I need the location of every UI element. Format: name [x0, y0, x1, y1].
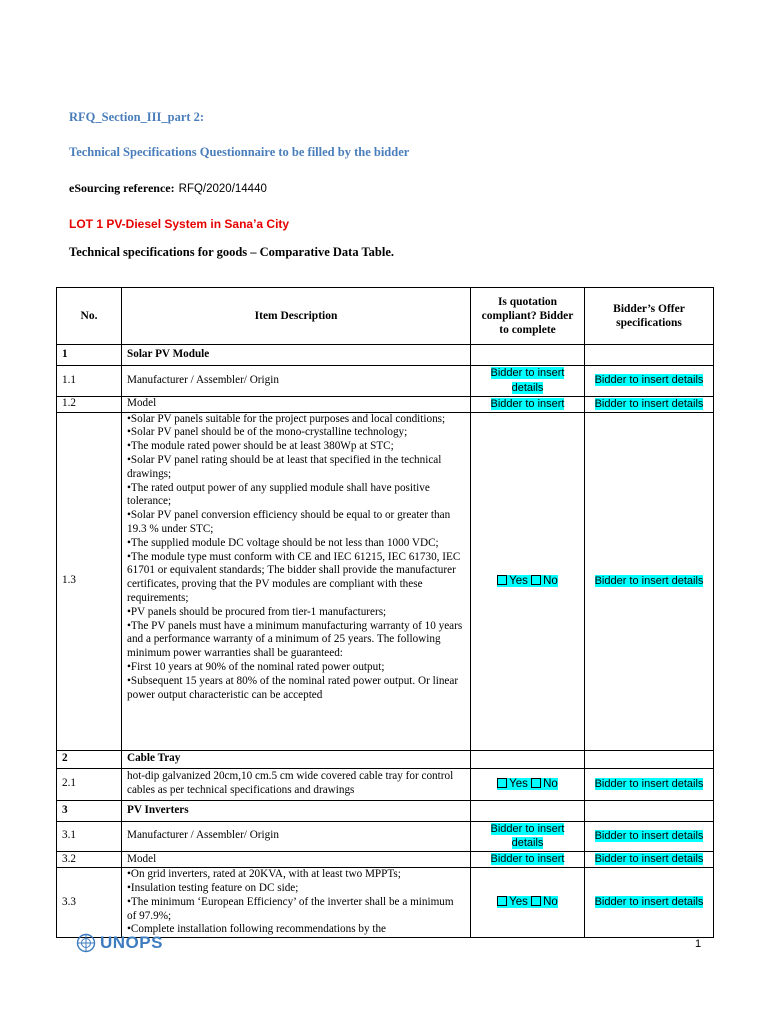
lot-title: LOT 1 PV-Diesel System in Sana’a City — [69, 217, 290, 231]
unops-logo — [76, 933, 163, 953]
row-number: 2 — [57, 750, 122, 768]
bidder-placeholder: Bidder to insert details — [594, 374, 704, 387]
no-checkbox[interactable] — [531, 896, 541, 906]
no-label: No — [543, 574, 558, 587]
bidder-placeholder: Bidder to insert details — [594, 777, 704, 790]
offer-cell[interactable] — [585, 852, 714, 868]
esourcing-label: eSourcing reference: — [69, 181, 175, 195]
compliance-cell — [471, 768, 585, 800]
esourcing-reference — [69, 181, 267, 196]
empty-cell — [471, 345, 585, 366]
section-title: Cable Tray — [122, 750, 471, 768]
row-number: 3.3 — [57, 868, 122, 938]
item-description: Model — [122, 396, 471, 412]
no-checkbox[interactable] — [531, 575, 541, 585]
no-checkbox[interactable] — [531, 778, 541, 788]
spec-line: •The module type must conform with CE and IEC 61215, IEC 61730, IEC 61701 or equivalent standards; The bidder shall provide the manufacturer certificates, proving that the PV modules are compliant with these requirements; — [127, 550, 461, 604]
table-row — [57, 412, 714, 750]
compliance-cell[interactable] — [471, 821, 585, 852]
row-number: 2.1 — [57, 768, 122, 800]
section-row — [57, 345, 714, 366]
row-number: 1.1 — [57, 366, 122, 397]
spec-line: •The supplied module DC voltage should be not less than 1000 VDC; — [127, 536, 439, 549]
bidder-placeholder: Bidder to insert — [490, 397, 565, 410]
header-offer: Bidder’s Offer specifications — [585, 288, 714, 345]
empty-cell — [585, 750, 714, 768]
section-row — [57, 750, 714, 768]
spec-line: •The module rated power should be at least 380Wp at STC; — [127, 440, 394, 453]
spec-line: •Complete installation following recommendations by the — [127, 923, 387, 936]
un-emblem-icon — [76, 933, 96, 953]
offer-cell[interactable] — [585, 412, 714, 750]
yes-checkbox[interactable] — [497, 896, 507, 906]
compliance-cell[interactable] — [471, 852, 585, 868]
item-description — [122, 868, 471, 938]
item-description: Model — [122, 852, 471, 868]
row-number: 1.2 — [57, 396, 122, 412]
yes-checkbox[interactable] — [497, 778, 507, 788]
spec-line: •Solar PV panel conversion efficiency should be equal to or greater than 19.3 % under STC; — [127, 509, 451, 535]
compliance-cell[interactable] — [471, 396, 585, 412]
bidder-placeholder: Bidder to insert details — [490, 367, 565, 394]
row-number: 1.3 — [57, 412, 122, 750]
bidder-placeholder: Bidder to insert — [490, 853, 565, 866]
section-row — [57, 800, 714, 821]
compliance-cell — [471, 868, 585, 938]
logo-wordmark: UNOPS — [100, 933, 163, 952]
yes-no-choice — [497, 778, 558, 790]
item-description: hot-dip galvanized 20cm,10 cm.5 cm wide covered cable tray for control cables as per technical specifications and drawings — [122, 768, 471, 800]
spec-line: •The minimum ‘European Efficiency’ of the inverter shall be a minimum of 97.9%; — [127, 895, 454, 922]
row-number: 3.1 — [57, 821, 122, 852]
table-row — [57, 821, 714, 852]
row-number: 1 — [57, 345, 122, 366]
spec-line: •Solar PV panel rating should be at least that specified in the technical drawings; — [127, 453, 442, 480]
table-header-row — [57, 288, 714, 345]
bidder-placeholder: Bidder to insert details — [594, 853, 704, 866]
section-title: PV Inverters — [122, 800, 471, 821]
item-description — [122, 412, 471, 750]
spec-line: •The PV panels must have a minimum manufacturing warranty of 10 years and a performance warranty of a minimum of 25 years. The following minimum power warranties shall be guaranteed: — [127, 619, 463, 660]
page-number: 1 — [695, 938, 702, 950]
spec-line: •Solar PV panels suitable for the project purposes and local conditions; — [127, 412, 446, 425]
bidder-placeholder: Bidder to insert details — [594, 896, 704, 909]
no-label: No — [543, 777, 558, 790]
yes-checkbox[interactable] — [497, 575, 507, 585]
table-row — [57, 768, 714, 800]
bidder-placeholder: Bidder to insert details — [594, 829, 704, 842]
header-no: No. — [57, 288, 122, 345]
item-description: Manufacturer / Assembler/ Origin — [122, 821, 471, 852]
esourcing-value: RFQ/2020/14440 — [178, 183, 267, 195]
offer-cell[interactable] — [585, 768, 714, 800]
header-compliant: Is quotation compliant? Bidder to complete — [471, 288, 585, 345]
spec-line: •PV panels should be procured from tier-1 manufacturers; — [127, 605, 387, 618]
offer-cell[interactable] — [585, 868, 714, 938]
bidder-placeholder: Bidder to insert details — [490, 822, 565, 850]
bidder-placeholder: Bidder to insert details — [594, 397, 704, 410]
no-label: No — [543, 896, 558, 909]
offer-cell[interactable] — [585, 366, 714, 397]
row-number: 3 — [57, 800, 122, 821]
questionnaire-title: Technical Specifications Questionnaire to be filled by the bidder — [69, 145, 410, 159]
empty-cell — [471, 800, 585, 821]
empty-cell — [585, 345, 714, 366]
yes-no-choice — [497, 575, 558, 587]
table-row — [57, 396, 714, 412]
yes-label: Yes — [509, 574, 528, 587]
table-row — [57, 868, 714, 938]
header-item-description: Item Description — [122, 288, 471, 345]
spec-line: •The rated output power of any supplied module shall have positive tolerance; — [127, 481, 430, 508]
section-title: Solar PV Module — [122, 345, 471, 366]
yes-label: Yes — [509, 777, 528, 790]
item-description: Manufacturer / Assembler/ Origin — [122, 366, 471, 397]
empty-cell — [585, 800, 714, 821]
spec-line: •First 10 years at 90% of the nominal rated power output; — [127, 660, 385, 673]
table-row — [57, 852, 714, 868]
offer-cell[interactable] — [585, 821, 714, 852]
spec-line: •Insulation testing feature on DC side; — [127, 881, 299, 894]
comparative-data-table — [56, 287, 714, 938]
offer-cell[interactable] — [585, 396, 714, 412]
spec-line: •Subsequent 15 years at 80% of the nominal rated power output. Or linear power output characteristic can be accepted — [127, 674, 459, 701]
spec-line: •On grid inverters, rated at 20KVA, with at least two MPPTs; — [127, 868, 401, 881]
empty-cell — [471, 750, 585, 768]
yes-label: Yes — [509, 896, 528, 909]
row-number: 3.2 — [57, 852, 122, 868]
spec-line: •Solar PV panel should be of the mono-crystalline technology; — [127, 426, 408, 439]
table-subtitle: Technical specifications for goods – Comparative Data Table. — [69, 245, 395, 259]
yes-no-choice — [497, 896, 558, 908]
table-row — [57, 366, 714, 397]
section-title: RFQ_Section_III_part 2: — [69, 110, 205, 124]
compliance-cell[interactable] — [471, 366, 585, 397]
bidder-placeholder: Bidder to insert details — [594, 574, 704, 587]
compliance-cell — [471, 412, 585, 750]
